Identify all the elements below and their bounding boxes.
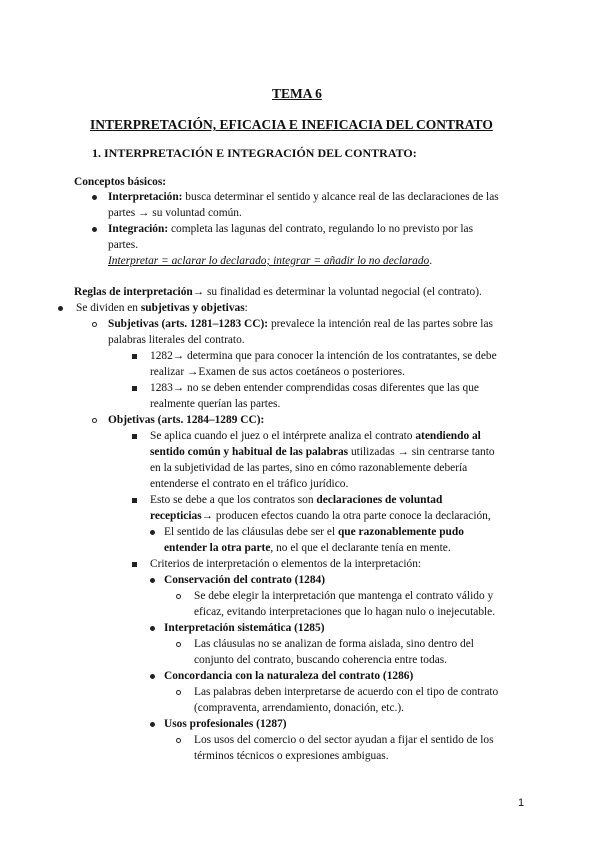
interpretacion-line-1 <box>108 189 499 205</box>
bullet-dot <box>92 227 97 232</box>
objetivas-c-line-2 <box>164 540 451 556</box>
divide-line <box>76 300 248 316</box>
objetivas-a-bold-2: sentido común y habitual de las palabras <box>150 446 349 458</box>
objetivas-a-line-1 <box>150 428 481 444</box>
objetivas-a-pre: Se aplica cuando el juez o el intérprete analiza el contrato <box>150 430 416 442</box>
conceptos-heading: Conceptos básicos: <box>74 176 167 188</box>
interpretacion-label: Interpretación: <box>108 191 183 203</box>
objetivas-b-bold-2: recepticias <box>150 510 202 522</box>
art-1283-line-2: realmente querían las partes. <box>150 398 281 410</box>
divide-bold: subjetivas y objetivas <box>140 302 245 314</box>
interpretacion-line-2: partes → su voluntad común. <box>108 207 242 219</box>
criterio-title: Conservación del contrato (1284) <box>164 574 326 586</box>
bullet-circle <box>176 738 181 743</box>
criterio-line-1: Las palabras deben interpretarse de acuerdo con el tipo de contrato <box>194 686 499 698</box>
objetivas-c-bold: que razonablemente pudo <box>337 526 464 538</box>
objetivas-c-pre: El sentido de las cláusulas debe ser el <box>164 526 338 538</box>
bullet-circle <box>176 690 181 695</box>
bullet-circle <box>176 642 181 647</box>
bullet-circle <box>92 322 97 327</box>
subjetivas-label: Subjetivas (arts. 1281–1283 CC): <box>108 318 269 330</box>
criterio-line-2: términos técnicos o expresiones ambiguas. <box>194 750 389 762</box>
reglas-label: Reglas de interpretación <box>74 286 193 298</box>
criterio-title: Concordancia con la naturaleza del contrato (1286) <box>164 670 414 682</box>
summary-text: Interpretar = aclarar lo declarado; integrar = añadir lo no declarado <box>108 255 430 267</box>
bullet-dot <box>92 195 97 200</box>
bullet-circle <box>92 418 97 423</box>
integracion-label: Integración: <box>108 223 169 235</box>
reglas-text: → su finalidad es determinar la voluntad negocial (el contrato). <box>192 286 482 298</box>
art-1282-line-1: 1282→ determina que para conocer la intención de los contratantes, se debe <box>150 350 497 362</box>
criterio-line-2: eficaz, evitando interpretaciones que lo hagan nulo o inejecutable. <box>194 606 496 618</box>
objetivas-a-post: utilizadas → sin centrarse tanto <box>348 446 495 458</box>
bullet-dot <box>150 674 155 679</box>
criterio-line-2: (compraventa, arrendamiento, donación, etc.). <box>194 702 404 714</box>
objetivas-a-line-2 <box>150 444 495 460</box>
bullet-square <box>132 386 137 391</box>
bullet-dot <box>150 626 155 631</box>
bullet-dot <box>150 530 155 535</box>
reglas-line <box>74 284 482 300</box>
objetivas-a-line-4: entenderse el contrato en el tráfico jurídico. <box>150 478 349 490</box>
objetivas-b-line-2 <box>150 508 491 524</box>
objetivas-b-line-1 <box>150 492 442 508</box>
objetivas-b-pre: Esto se debe a que los contratos son <box>150 494 317 506</box>
objetivas-c-post: , no el que el declarante tenía en mente. <box>270 542 451 554</box>
main-title: INTERPRETACIÓN, EFICACIA E INEFICACIA DEL CONTRATO <box>90 117 493 132</box>
bullet-square <box>132 434 137 439</box>
criterio-line-2: conjunto del contrato, buscando coherencia entre todas. <box>194 654 448 666</box>
objetivas-b-post: → producen efectos cuando la otra parte conoce la declaración, <box>201 510 491 522</box>
bullet-square <box>132 354 137 359</box>
criterio-line-1: Las cláusulas no se analizan de forma aislada, sino dentro del <box>194 638 474 650</box>
bullet-dot <box>58 306 63 311</box>
divide-post: : <box>244 302 248 314</box>
criterio-title: Usos profesionales (1287) <box>164 718 287 730</box>
divide-pre: Se dividen en <box>76 302 141 314</box>
bullet-square <box>132 498 137 503</box>
interpretacion-text: busca determinar el sentido y alcance real de las declaraciones de las <box>182 191 499 203</box>
art-1282-line-2: realizar →Examen de sus actos coetáneos o posteriores. <box>150 366 405 378</box>
objetivas-a-line-3: en la subjetividad de las partes, sino en cómo razonablemente debería <box>150 462 468 474</box>
integracion-line-1 <box>108 221 473 237</box>
objetivas-a-bold: atendiendo al <box>415 430 481 442</box>
summary-line <box>108 253 432 269</box>
tema-label: TEMA 6 <box>272 86 322 101</box>
bullet-dot <box>150 722 155 727</box>
criterios-line: Criterios de interpretación o elementos de la interpretación: <box>150 558 422 570</box>
integracion-text: completa las lagunas del contrato, regulando lo no previsto por las <box>168 223 474 235</box>
section-heading-1: 1. INTERPRETACIÓN E INTEGRACIÓN DEL CONTRATO: <box>92 146 417 160</box>
objetivas-c-bold-2: entender la otra parte <box>164 542 271 554</box>
objetivas-b-bold: declaraciones de voluntad <box>316 494 443 506</box>
summary-end: . <box>429 255 433 267</box>
page-number: 1 <box>518 797 525 809</box>
subjetivas-line-1 <box>108 316 493 332</box>
objetivas-c-line-1 <box>164 524 464 540</box>
subjetivas-text: prevalece la intención real de las partes sobre las <box>268 318 493 330</box>
criterio-line-1: Los usos del comercio o del sector ayudan a fijar el sentido de los <box>194 734 494 746</box>
bullet-square <box>132 562 137 567</box>
art-1283-line-1: 1283→ no se deben entender comprendidas cosas diferentes que las que <box>150 382 479 394</box>
criterio-line-1: Se debe elegir la interpretación que mantenga el contrato válido y <box>194 590 494 602</box>
objetivas-label: Objetivas (arts. 1284–1289 CC): <box>108 414 265 426</box>
subjetivas-line-2: palabras literales del contrato. <box>108 334 245 346</box>
bullet-dot <box>150 578 155 583</box>
integracion-line-2: partes. <box>108 239 139 251</box>
bullet-circle <box>176 594 181 599</box>
criterio-title: Interpretación sistemática (1285) <box>164 622 325 634</box>
